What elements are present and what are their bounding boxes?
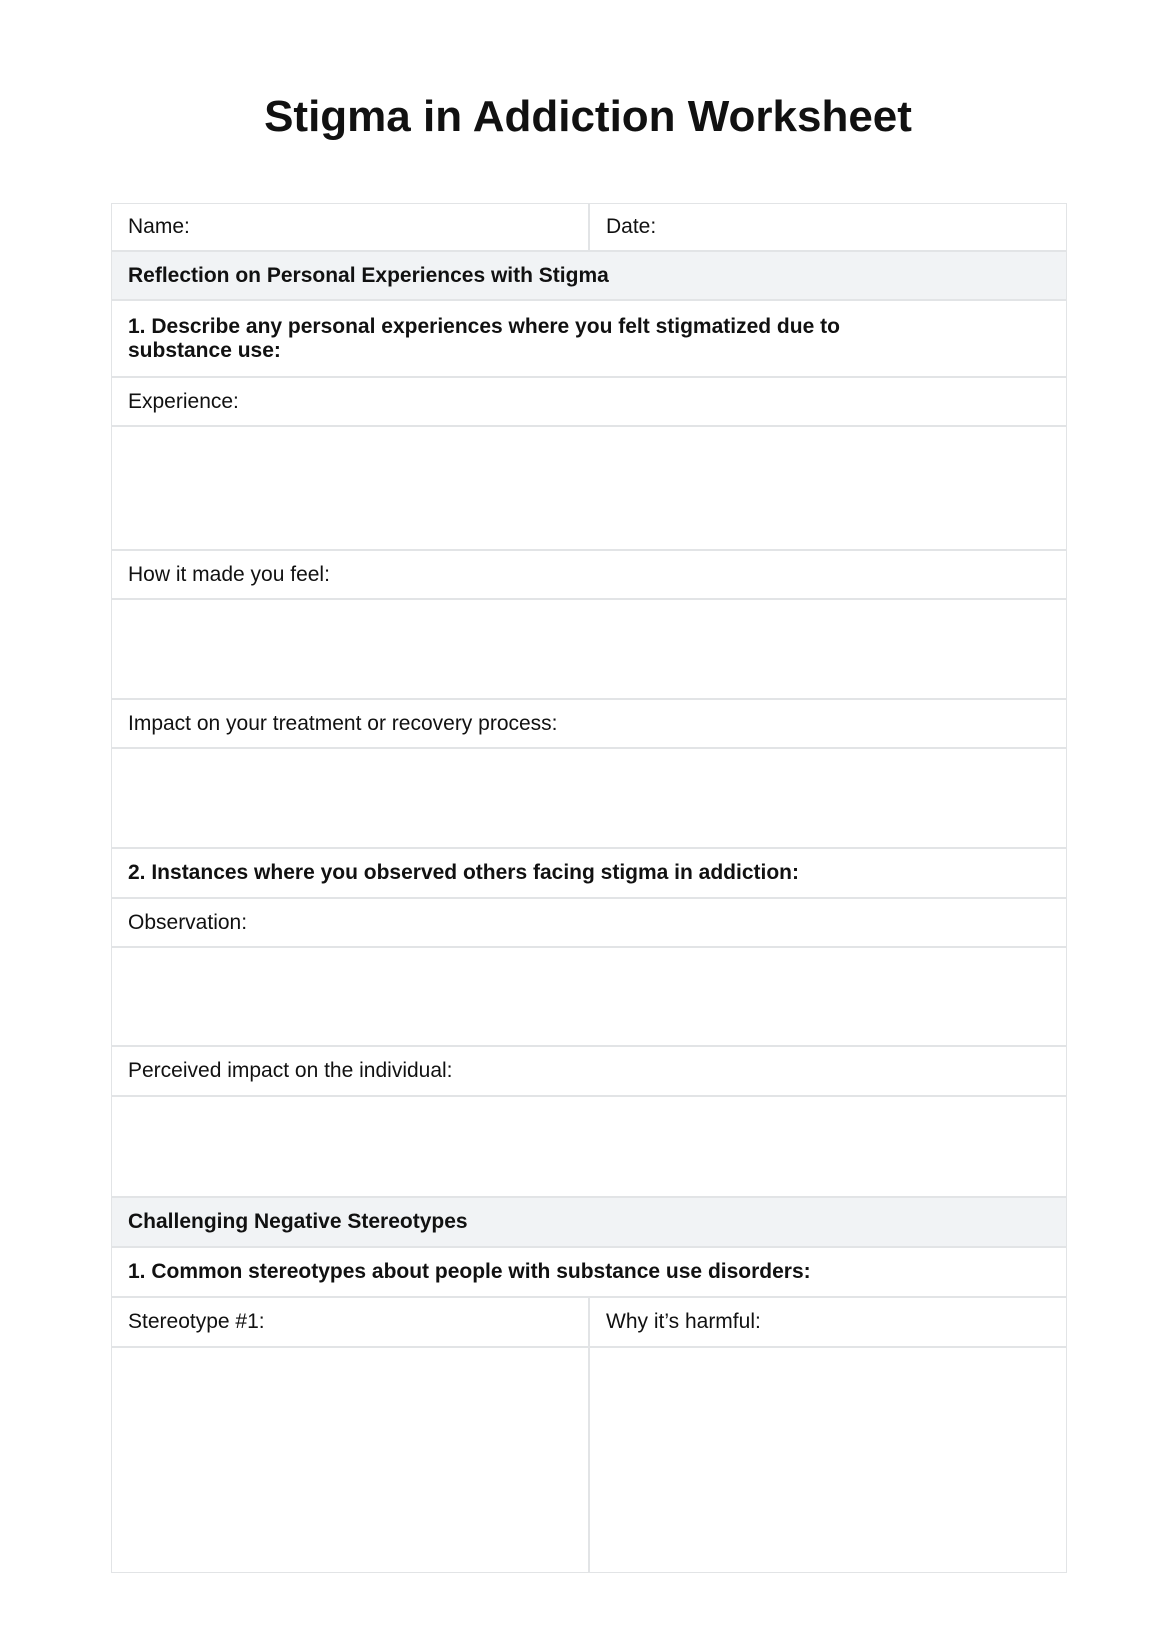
section-heading: Reflection on Personal Experiences with Stigma: [128, 263, 609, 287]
field-label-row: [112, 700, 1066, 749]
question-row: [112, 1248, 1066, 1298]
why-harmful-label: Why it’s harmful:: [588, 1298, 1066, 1346]
date-field[interactable]: Date:: [588, 204, 1066, 250]
question-text: 1. Common stereotypes about people with substance use disorders:: [128, 1260, 811, 1283]
question-text: 2. Instances where you observed others facing stigma in addiction:: [128, 861, 799, 884]
section-header: [112, 252, 1066, 301]
field-label-row: [112, 551, 1066, 600]
feeling-label: How it made you feel:: [128, 562, 330, 586]
observation-label: Observation:: [128, 910, 248, 934]
section-heading: Challenging Negative Stereotypes: [128, 1210, 468, 1233]
why-harmful-answer-area[interactable]: [588, 1348, 1066, 1572]
field-label-row: [112, 1047, 1066, 1097]
experience-answer-area[interactable]: [112, 427, 1066, 551]
question-text: 1. Describe any personal experiences where you felt stigmatized due to substance use:: [128, 314, 840, 362]
field-label-row: [112, 899, 1066, 948]
impact-label: Impact on your treatment or recovery process:: [128, 711, 558, 735]
experience-label: Experience:: [128, 389, 239, 413]
stereotype-answer-row: [112, 1348, 1066, 1572]
stereotype-header-row: [112, 1298, 1066, 1348]
name-date-row: [112, 204, 1066, 252]
page-title: Stigma in Addiction Worksheet: [264, 92, 912, 141]
perceived-impact-label: Perceived impact on the individual:: [128, 1059, 453, 1082]
stereotype-label: Stereotype #1:: [128, 1310, 265, 1333]
section-header: [112, 1198, 1066, 1248]
field-label-row: [112, 378, 1066, 427]
question-row: [112, 301, 1066, 378]
worksheet-table: [111, 203, 1067, 1573]
impact-answer-area[interactable]: [112, 749, 1066, 849]
observation-answer-area[interactable]: [112, 948, 1066, 1047]
stereotype-answer-area[interactable]: [112, 1348, 588, 1572]
perceived-impact-answer-area[interactable]: [112, 1097, 1066, 1198]
feeling-answer-area[interactable]: [112, 600, 1066, 700]
question-row: [112, 849, 1066, 899]
name-field[interactable]: Name:: [128, 215, 190, 238]
